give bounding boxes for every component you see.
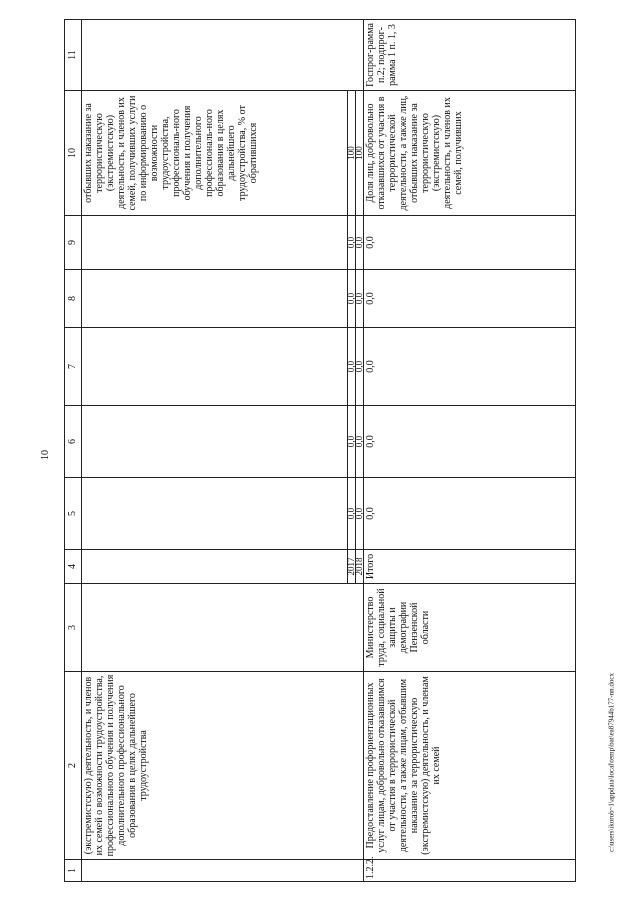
value-cell: 0,0 [364,270,576,328]
header-row [65,20,82,882]
header-cell: 8 [65,270,82,328]
value-cell [82,328,348,406]
value-cell: 0,0 [364,406,576,478]
value-cell: 0,0 [348,328,356,406]
program-table [64,19,576,882]
rotated-table-container [64,20,572,882]
indicator-value: 100 [356,91,364,216]
year-cell: 2017 [348,550,356,584]
value-cell [82,406,348,478]
value-cell: 0,0 [364,216,576,270]
header-cell: 11 [65,20,82,91]
program-ref: Госпрог-рамма п.2; подпрог-рамма 1 п. 1, 3 [364,20,576,91]
indicator-value: 100 [348,91,356,216]
program-ref [82,20,364,91]
header-cell: 4 [65,550,82,584]
indicator-text: Доля лиц, добровольно отказавшихся от участия в террористической деятельности, а также лиц, отбывших наказание за террористическую (экстремистскую) деятельность, и членов их семей, получивших [364,91,576,216]
value-cell: 0,0 [356,270,364,328]
value-cell: 0,0 [348,478,356,550]
year-cell: 2018 [356,550,364,584]
header-cell: 10 [65,91,82,216]
measure-name: (экстремистскую) деятельность, и членов их семей о возможности трудоустройства, профессионального обучения и получения дополнительного профессионального образования в целях дальнейшего трудоустройства [82,672,364,860]
row-number: 1.2.2. [364,860,576,882]
header-cell: 6 [65,406,82,478]
indicator-text: отбывших наказание за террористическую (экстремистскую) деятельность, и членов их семей, получивших услуги по информированию о возможности трудоустройства, профессиональ-ного обучения и получения дополнительного профессиональ-ного образования в целях дальнейшего трудоустройства, % от обратившихся [82,91,348,216]
measure-name: Предоставление профориентационных услуг лицам, добровольно отказавшимся от участия в террористической деятельности, а также лицам, отбывшим наказание за террористическую (экстремистскую) деятельность, и членам их семей [364,672,576,860]
value-cell [82,270,348,328]
row-number [82,860,364,882]
table-row [364,20,576,882]
header-cell: 3 [65,584,82,672]
header-cell: 9 [65,216,82,270]
table-row [82,20,348,882]
value-cell [82,216,348,270]
value-cell: 0,0 [348,406,356,478]
value-cell: 0,0 [364,328,576,406]
header-cell: 1 [65,860,82,882]
header-cell: 2 [65,672,82,860]
value-cell: 0,0 [348,270,356,328]
value-cell: 0,0 [356,478,364,550]
value-cell: 0,0 [356,216,364,270]
value-cell: 0,0 [356,328,364,406]
executor: Министерство труда, социальной защиты и демографии Пензенской области [364,584,576,672]
value-cell: 0,0 [356,406,364,478]
value-cell [82,478,348,550]
footer-file-path: c:\users\ikorob~1\appdata\local\temp\bat\ea87944b177-nn.docx [607,673,616,852]
page-number: 10 [40,450,51,460]
value-cell: 0,0 [348,216,356,270]
value-cell: 0,0 [364,478,576,550]
year-cell [82,550,348,584]
header-cell: 7 [65,328,82,406]
header-cell: 5 [65,478,82,550]
executor [82,584,364,672]
year-cell: Итого [364,550,576,584]
